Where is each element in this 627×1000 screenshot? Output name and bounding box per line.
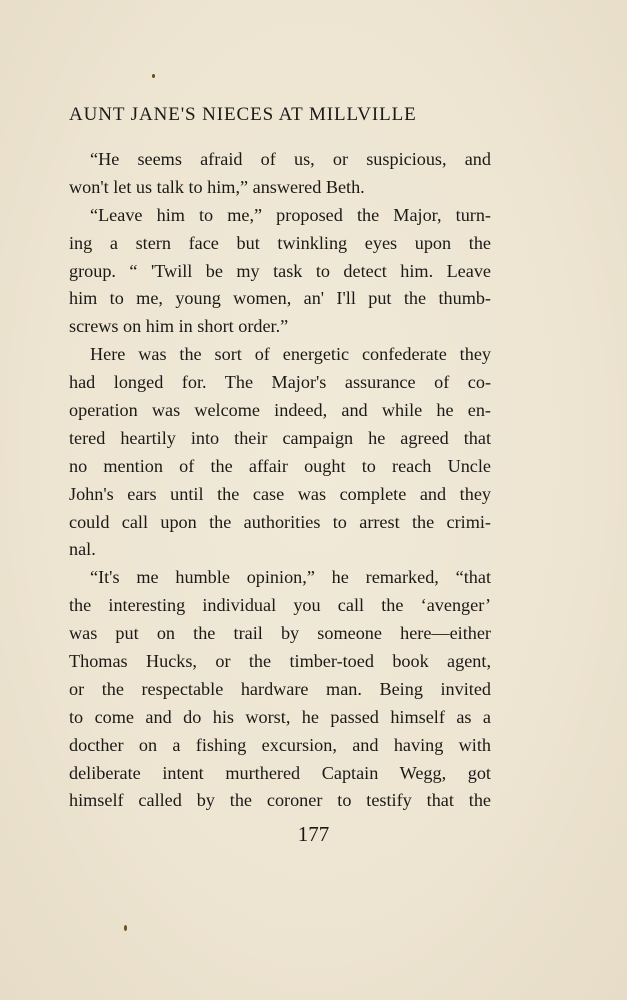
text-line: ing a stern face but twinkling eyes upon the: [69, 232, 491, 253]
page-number: 177: [297, 822, 330, 846]
text-line: the interesting individual you call the ‘avenger’: [69, 595, 491, 616]
body-text: [69, 146, 491, 815]
running-head: AUNT JANE'S NIECES AT MILLVILLE: [69, 104, 417, 125]
text-line: Thomas Hucks, or the timber-toed book agent,: [69, 651, 491, 672]
text-line: screws on him in short order.”: [69, 316, 289, 337]
ink-speck: [152, 74, 155, 78]
text-line: won't let us talk to him,” answered Beth.: [69, 176, 365, 197]
text-line: operation was welcome indeed, and while he en-: [69, 400, 491, 421]
ink-speck: [124, 925, 127, 931]
text-line: “It's me humble opinion,” he remarked, “that: [90, 567, 491, 588]
text-line: nal.: [69, 539, 96, 560]
text-line: group. “ 'Twill be my task to detect him. Leave: [69, 260, 491, 281]
text-line: had longed for. The Major's assurance of co-: [69, 372, 491, 393]
text-line: “Leave him to me,” proposed the Major, turn-: [90, 204, 491, 225]
text-line: him to me, young women, an' I'll put the thumb-: [69, 288, 491, 309]
text-line: no mention of the affair ought to reach Uncle: [69, 455, 491, 476]
text-line: “He seems afraid of us, or suspicious, and: [90, 149, 491, 169]
text-line: docther on a fishing excursion, and having with: [69, 734, 491, 755]
text-line: could call upon the authorities to arrest the crimi-: [69, 511, 491, 532]
text-line: to come and do his worst, he passed himself as a: [69, 706, 491, 727]
text-line: Here was the sort of energetic confederate they: [90, 344, 491, 365]
text-line: was put on the trail by someone here—either: [69, 623, 491, 644]
text-line: or the respectable hardware man. Being invited: [69, 678, 491, 699]
text-line: deliberate intent murthered Captain Wegg, got: [69, 762, 491, 783]
text-line: tered heartily into their campaign he agreed that: [69, 427, 491, 448]
text-line: himself called by the coroner to testify that the: [69, 790, 491, 811]
text-line: John's ears until the case was complete and they: [69, 483, 491, 504]
